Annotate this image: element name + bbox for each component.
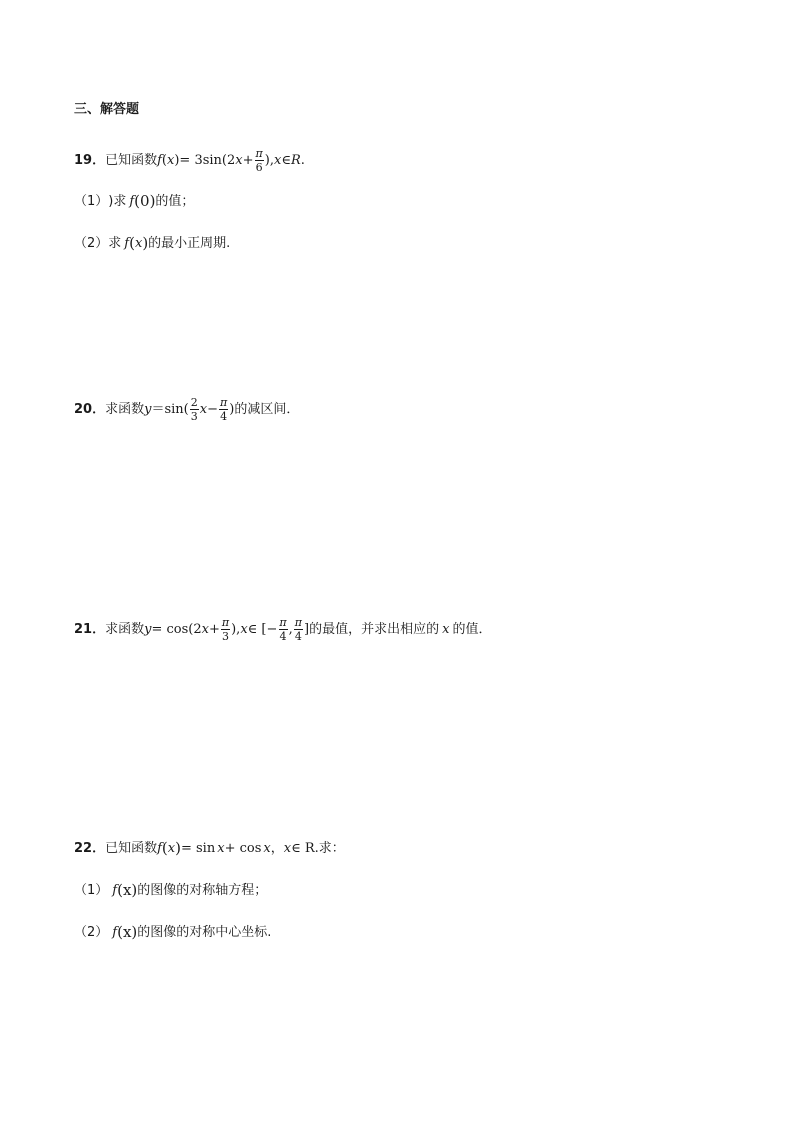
math-text: + cos bbox=[224, 841, 262, 856]
question-number: 20． bbox=[74, 402, 106, 417]
math-var: x bbox=[134, 236, 143, 251]
math-text: + bbox=[208, 622, 220, 637]
question-text: ， bbox=[270, 841, 284, 856]
math-text: ( bbox=[161, 839, 168, 857]
question-19 bbox=[74, 148, 305, 173]
question-21 bbox=[74, 617, 491, 642]
math-var: R bbox=[290, 153, 301, 168]
math-text: ) bbox=[229, 402, 235, 417]
fraction bbox=[190, 397, 199, 422]
question-intro: 已知函数 bbox=[105, 841, 158, 856]
subquestion-label: （2） bbox=[74, 236, 109, 251]
question-22-part-1 bbox=[74, 883, 267, 898]
math-text: ] bbox=[304, 622, 310, 637]
fraction-numerator: π bbox=[294, 616, 303, 629]
fraction-denominator: 6 bbox=[255, 161, 263, 174]
math-func: f bbox=[129, 194, 135, 209]
section-heading-text: 三、解答题 bbox=[74, 102, 140, 117]
math-text: ) bbox=[175, 839, 181, 857]
fraction bbox=[255, 148, 264, 173]
math-var: x bbox=[201, 622, 209, 637]
math-text: (x) bbox=[117, 923, 138, 941]
question-19-part-1 bbox=[74, 194, 194, 209]
math-text: , bbox=[288, 622, 293, 637]
math-text: ∈ R. bbox=[291, 841, 319, 856]
question-number: 22． bbox=[74, 841, 106, 856]
question-22 bbox=[74, 841, 345, 856]
subquestion-label: （1） bbox=[74, 883, 109, 898]
math-var: x bbox=[283, 841, 292, 856]
fraction bbox=[294, 617, 303, 642]
question-intro: 求函数 bbox=[105, 402, 145, 417]
math-text: ( bbox=[129, 234, 135, 252]
subquestion-text: 求 bbox=[108, 236, 122, 251]
math-text: ∈ bbox=[281, 153, 291, 168]
math-var: x bbox=[235, 153, 243, 168]
math-var: x bbox=[199, 402, 208, 417]
question-intro: 已知函数 bbox=[105, 153, 158, 168]
math-text: + bbox=[242, 153, 254, 168]
question-22-part-2 bbox=[74, 925, 271, 940]
fraction-denominator: 3 bbox=[190, 410, 198, 423]
math-text: = 3sin(2 bbox=[179, 153, 236, 168]
question-intro: 求函数 bbox=[105, 622, 145, 637]
subquestion-text: 的图像的对称中心坐标. bbox=[137, 925, 272, 940]
math-text: − bbox=[207, 402, 218, 417]
math-var: x bbox=[273, 153, 282, 168]
question-text: 的最值，并求出相应的 bbox=[309, 622, 440, 637]
fraction-numerator: π bbox=[255, 147, 263, 160]
fraction-denominator: 4 bbox=[220, 410, 228, 423]
subquestion-text: )求 bbox=[108, 194, 127, 209]
math-func: f bbox=[112, 883, 118, 898]
fraction bbox=[278, 617, 287, 642]
section-heading bbox=[74, 103, 139, 116]
math-text: ∈ [− bbox=[247, 622, 278, 637]
math-var: y bbox=[144, 402, 152, 417]
fraction-numerator: π bbox=[279, 616, 287, 629]
math-var: y bbox=[144, 622, 152, 637]
math-func: f bbox=[157, 153, 162, 168]
math-text: . bbox=[300, 153, 305, 168]
math-var: x bbox=[167, 153, 175, 168]
fraction-denominator: 3 bbox=[221, 630, 229, 643]
fraction bbox=[221, 617, 230, 642]
math-text: (x) bbox=[117, 881, 138, 899]
fraction bbox=[219, 397, 228, 422]
math-var: x bbox=[442, 622, 450, 637]
question-text: 的值． bbox=[452, 622, 492, 637]
math-var: x bbox=[217, 841, 225, 856]
subquestion-text: 的值； bbox=[155, 194, 195, 209]
math-var: x bbox=[263, 841, 271, 856]
fraction-denominator: 4 bbox=[279, 630, 287, 643]
math-text: ＝sin( bbox=[151, 402, 189, 417]
question-number: 19． bbox=[74, 153, 106, 168]
question-19-part-2 bbox=[74, 236, 230, 251]
math-func: f bbox=[124, 236, 130, 251]
math-func: f bbox=[112, 925, 118, 940]
subquestion-text: 的图像的对称轴方程； bbox=[137, 883, 268, 898]
math-text: ) bbox=[142, 234, 149, 252]
math-text: ), bbox=[264, 153, 274, 168]
question-text: 的减区间． bbox=[234, 402, 300, 417]
question-20 bbox=[74, 397, 299, 422]
question-text: 求： bbox=[318, 841, 345, 856]
math-text: ) bbox=[174, 153, 180, 168]
math-text: ), bbox=[231, 622, 241, 637]
subquestion-text: 的最小正周期. bbox=[148, 236, 231, 251]
question-number: 21． bbox=[74, 622, 106, 637]
subquestion-label: （1） bbox=[74, 194, 109, 209]
fraction-numerator: 2 bbox=[190, 396, 198, 409]
math-var: x bbox=[240, 622, 248, 637]
math-text: = sin bbox=[180, 841, 216, 856]
fraction-numerator: π bbox=[221, 616, 230, 629]
math-var: x bbox=[167, 841, 176, 856]
math-text: = cos(2 bbox=[151, 622, 202, 637]
math-text: ( bbox=[161, 153, 167, 168]
math-func: f bbox=[157, 841, 162, 856]
subquestion-label: （2） bbox=[74, 925, 109, 940]
fraction-numerator: π bbox=[220, 396, 228, 409]
math-text: (0) bbox=[134, 192, 156, 210]
fraction-denominator: 4 bbox=[294, 630, 302, 643]
